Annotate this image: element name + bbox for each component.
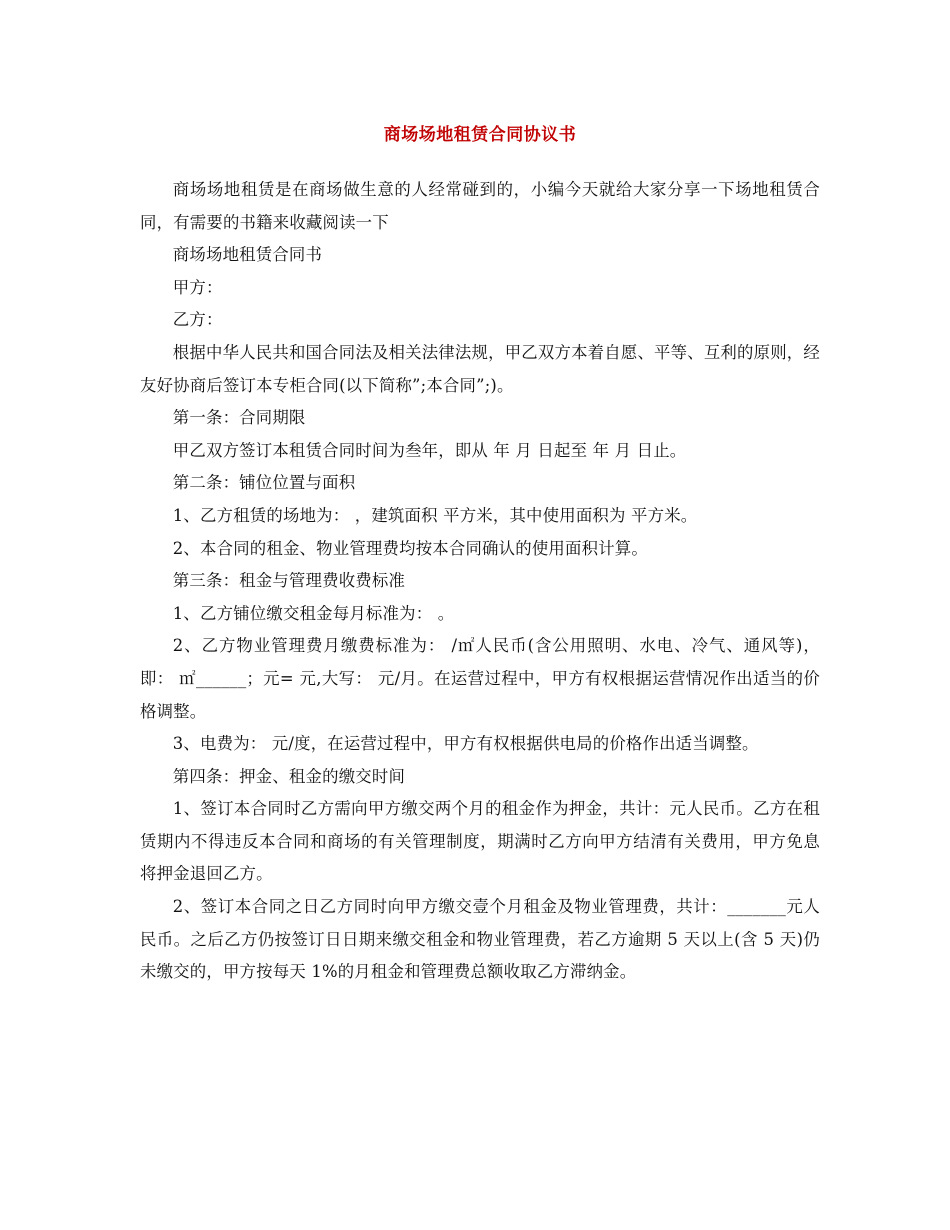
paragraph-intro: 商场场地租赁是在商场做生意的人经常碰到的，小编今天就给大家分享一下场地租赁合同，有需要的书籍来收藏阅读一下 bbox=[140, 180, 820, 232]
document-page bbox=[140, 118, 820, 989]
article-2-heading: 第二条：铺位位置与面积 bbox=[172, 473, 356, 493]
article-3-item-2: 2、乙方物业管理费月缴费标准为： /㎡人民币(含公用照明、水电、冷气、通风等)，即： ㎡______；元= 元,大写： 元/月。在运营过程中，甲方有权根据运营情况作出适当的价格调整。 bbox=[140, 636, 820, 721]
article-3-heading: 第三条：租金与管理费收费标准 bbox=[172, 571, 406, 591]
paragraph-contract-heading: 商场场地租赁合同书 bbox=[172, 245, 323, 265]
article-4-item-1: 1、签订本合同时乙方需向甲方缴交两个月的租金作为押金，共计：元人民币。乙方在租赁期内不得违反本合同和商场的有关管理制度，期满时乙方向甲方结清有关费用，甲方免息将押金退回乙方。 bbox=[140, 799, 820, 884]
article-3-item-3: 3、电费为： 元/度，在运营过程中，甲方有权根据供电局的价格作出适当调整。 bbox=[172, 734, 759, 754]
article-1-text: 甲乙双方签订本租赁合同时间为叁年，即从 年 月 日起至 年 月 日止。 bbox=[172, 440, 687, 460]
article-1-heading: 第一条：合同期限 bbox=[172, 408, 306, 428]
paragraph-party-a: 甲方： bbox=[172, 277, 223, 297]
paragraph-preamble: 根据中华人民共和国合同法及相关法律法规，甲乙双方本着自愿、平等、互利的原则，经友好协商后签订本专柜合同(以下简称”;本合同”;)。 bbox=[140, 342, 820, 395]
document-title: 商场场地租赁合同协议书 bbox=[383, 125, 577, 145]
article-4-item-2: 2、签订本合同之日乙方同时向甲方缴交壹个月租金及物业管理费，共计：_______元人民币。之后乙方仍按签订日日期来缴交租金和物业管理费，若乙方逾期 5 天以上(含 5 天)仍未缴交的，甲方按每天 1%的月租金和管理费总额收取乙方滞纳金。 bbox=[140, 897, 820, 982]
article-3-item-1: 1、乙方铺位缴交租金每月标准为： 。 bbox=[172, 603, 455, 623]
article-2-item-2: 2、本合同的租金、物业管理费均按本合同确认的使用面积计算。 bbox=[172, 538, 648, 558]
article-2-item-1: 1、乙方租赁的场地为： ，建筑面积 平方米，其中使用面积为 平方米。 bbox=[172, 505, 698, 525]
article-4-heading: 第四条：押金、租金的缴交时间 bbox=[172, 766, 406, 786]
paragraph-party-b: 乙方： bbox=[172, 310, 223, 330]
